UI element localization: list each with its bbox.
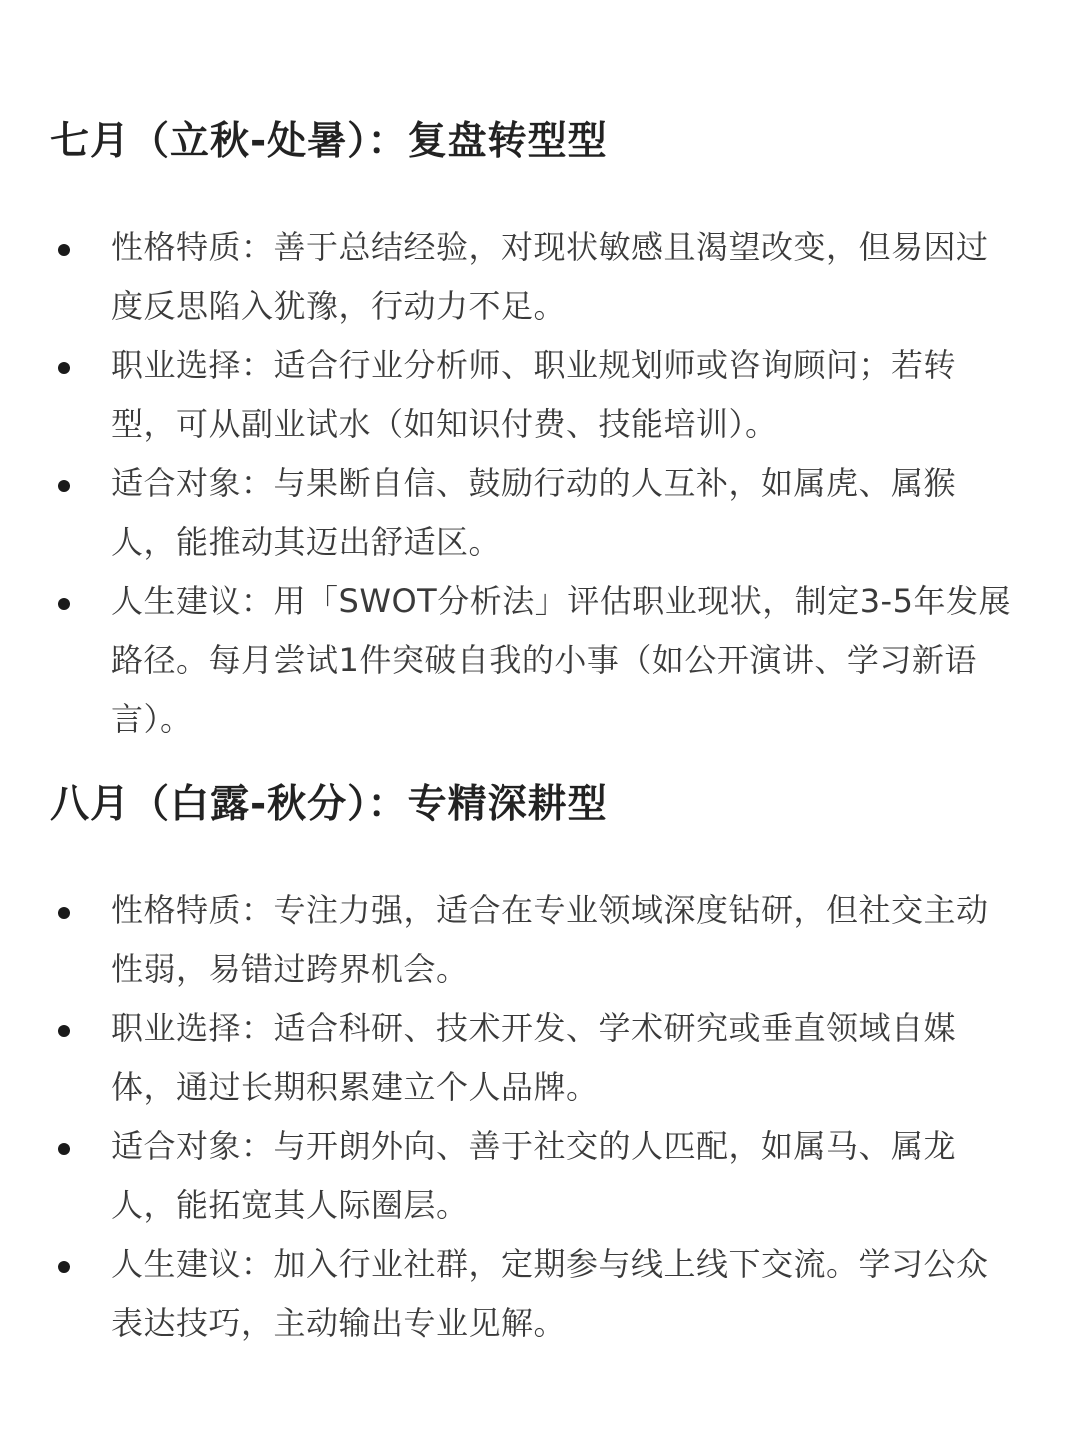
list-item-match: [50, 454, 1020, 572]
bullet-icon: [58, 1025, 70, 1037]
bullet-icon: [58, 907, 70, 919]
list-item-career: [50, 999, 1020, 1117]
list-item-career: [50, 336, 1020, 454]
bullet-list: [50, 881, 1020, 1353]
list-item-text: 适合对象：与果断自信、鼓励行动的人互补，如属虎、属猴人，能推动其迈出舒适区。: [111, 464, 957, 561]
section-august: [50, 775, 1020, 1353]
section-july: [50, 112, 1020, 749]
list-item-text: 人生建议：加入行业社群，定期参与线上线下交流。学习公众表达技巧，主动输出专业见解。: [111, 1245, 989, 1342]
list-item-match: [50, 1117, 1020, 1235]
bullet-icon: [58, 1143, 70, 1155]
list-item-text: 性格特质：善于总结经验，对现状敏感且渴望改变，但易因过度反思陷入犹豫，行动力不足。: [111, 228, 989, 325]
list-item-text: 性格特质：专注力强，适合在专业领域深度钻研，但社交主动性弱，易错过跨界机会。: [111, 891, 989, 988]
section-title: 八月（白露-秋分）：专精深耕型: [50, 782, 608, 827]
section-title: 七月（立秋-处暑）：复盘转型型: [50, 119, 608, 164]
bullet-list: [50, 218, 1020, 749]
list-item-text: 职业选择：适合行业分析师、职业规划师或咨询顾问；若转型，可从副业试水（如知识付费、技能培训）。: [111, 346, 957, 443]
article-content: [50, 112, 1020, 1353]
list-item-personality: [50, 218, 1020, 336]
bullet-icon: [58, 598, 70, 610]
bullet-icon: [58, 362, 70, 374]
list-item-text: 人生建议：用「SWOT分析法」评估职业现状，制定3-5年发展路径。每月尝试1件突破自我的小事（如公开演讲、学习新语言）。: [111, 582, 1011, 738]
bullet-icon: [58, 244, 70, 256]
bullet-icon: [58, 1261, 70, 1273]
list-item-personality: [50, 881, 1020, 999]
list-item-text: 职业选择：适合科研、技术开发、学术研究或垂直领域自媒体，通过长期积累建立个人品牌。: [111, 1009, 957, 1106]
list-item-advice: [50, 572, 1020, 749]
list-item-text: 适合对象：与开朗外向、善于社交的人匹配，如属马、属龙人，能拓宽其人际圈层。: [111, 1127, 957, 1224]
bullet-icon: [58, 480, 70, 492]
list-item-advice: [50, 1235, 1020, 1353]
